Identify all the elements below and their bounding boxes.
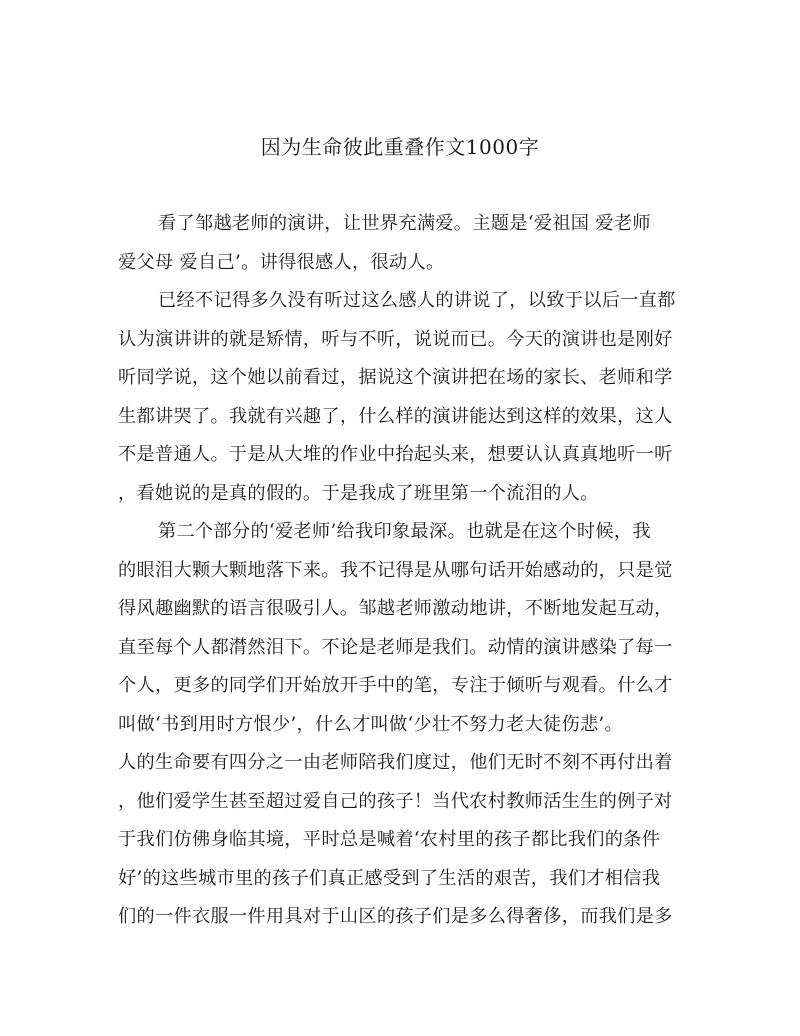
text-line: 已经不记得多久没有听过这么感人的讲说了，以致于以后一直都 (158, 290, 676, 311)
text-line: 们的一件衣服一件用具对于山区的孩子们是多么得奢侈，而我们是多 (118, 906, 673, 927)
text-line: 不是普通人。于是从大堆的作业中抬起头来，想要认认真真地听一听 (118, 444, 673, 465)
text-line: ，看她说的是真的假的。于是我成了班里第一个流泪的人。 (118, 482, 599, 504)
text-line: 叫做‘书到用时方恨少’，什么才叫做‘少壮不努力老大徒伤悲’。 (118, 713, 624, 735)
text-line: 直至每个人都潸然泪下。不论是老师是我们。动情的演讲感染了每一 (118, 636, 673, 658)
text-line: 得风趣幽默的语言很吸引人。邹越老师激动地讲，不断地发起互动， (118, 598, 673, 619)
text-line: 人的生命要有四分之一由老师陪我们度过，他们无时不刻不再付出着 (118, 752, 673, 773)
text-line: 认为演讲讲的就是矫情，听与不听，说说而已。今天的演讲也是刚好 (118, 328, 673, 350)
document-title: 因为生命彼此重叠作文1000字 (260, 135, 540, 159)
paragraph-2 (118, 282, 674, 513)
text-line: 好’的这些城市里的孩子们真正感受到了生活的艰苦，我们才相信我 (118, 867, 661, 889)
text-line: 于我们仿佛身临其境，平时总是喊着‘农村里的孩子都比我们的条件 (118, 829, 661, 850)
text-line: 的眼泪大颗大颗地落下来。我不记得是从哪句话开始感动的，只是觉 (118, 559, 673, 581)
document-body (118, 205, 674, 937)
paragraph-3 (118, 513, 674, 937)
text-line: 爱父母 爱自己’。讲得很感人，很动人。 (118, 251, 445, 273)
text-line: 听同学说，这个她以前看过，据说这个演讲把在场的家长、老师和学 (118, 367, 673, 388)
text-line: 个人，更多的同学们开始放开手中的笔，专注于倾听与观看。什么才 (118, 675, 673, 696)
text-line: ，他们爱学生甚至超过爱自己的孩子！当代农村教师活生生的例子对 (118, 790, 673, 812)
text-line: 看了邹越老师的演讲，让世界充满爱。主题是‘爱祖国 爱老师 (158, 213, 651, 234)
text-line: 生都讲哭了。我就有兴趣了，什么样的演讲能达到这样的效果，这人 (118, 405, 673, 427)
paragraph-1 (118, 205, 674, 282)
text-line: 第二个部分的‘爱老师’给我印象最深。也就是在这个时候，我 (158, 521, 651, 542)
